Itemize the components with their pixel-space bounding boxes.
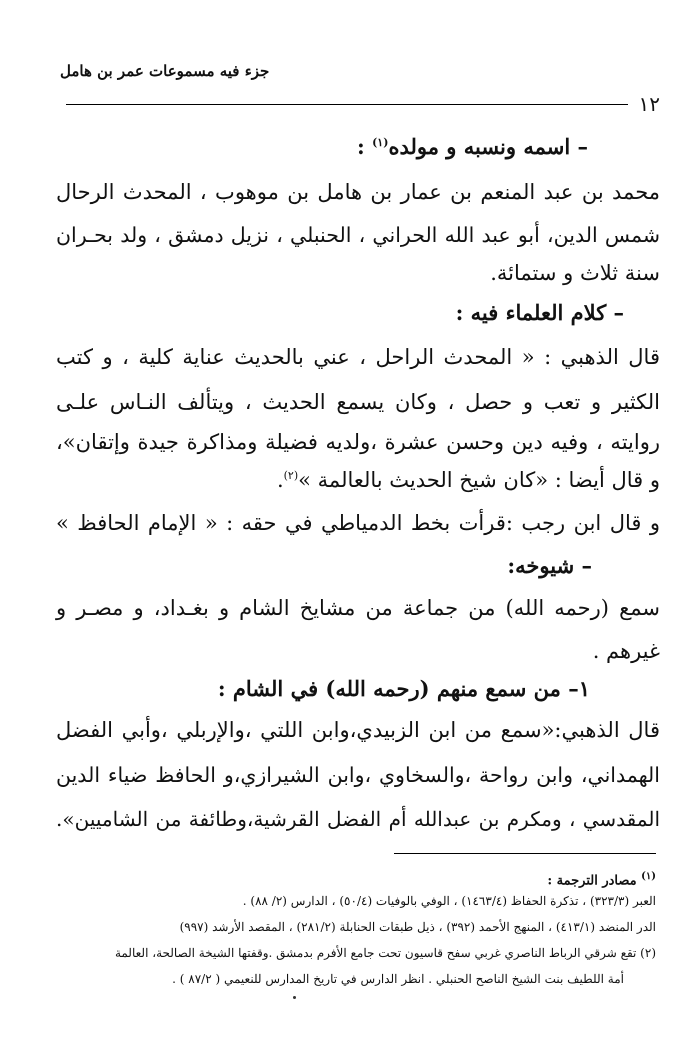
footnote-ref-1[interactable]: (١) bbox=[372, 136, 389, 149]
page-number: ١٢ bbox=[638, 92, 660, 116]
footnote-1-marker: (١) bbox=[641, 871, 656, 882]
paragraph-line: غيرهم . bbox=[592, 639, 660, 663]
footnote-line: العبر (٣٢٣/٣) ، تذكرة الحفاظ (١٤٦٣/٤) ، الوفي بالوفيات (٥٠/٤) ، الدارس (٢/ ٨٨) . bbox=[242, 894, 656, 908]
paragraph-line: شمس الدين، أبو عبد الله الحراني ، الحنبلي ، نزيل دمشق ، ولد بحـران bbox=[56, 223, 660, 247]
footnote-ref-2[interactable]: (٢) bbox=[283, 469, 299, 482]
name-lineage-heading bbox=[56, 132, 588, 162]
paragraph-line: سمع (رحمه الله) من جماعة من مشايخ الشام و بغـداد، و مصـر و bbox=[56, 596, 660, 620]
paragraph-line bbox=[56, 465, 660, 495]
paragraph-text: و قال أيضا : «كان شيخ الحديث بالعالمة » bbox=[298, 468, 660, 492]
footnote-line: الدر المنضد (٤١٣/١) ، المنهج الأحمد (٣٩٢) ، ذيل طبقات الحنابلة (٢٨١/٢) ، المقصد الأرشد (٩٩٧) bbox=[179, 920, 656, 934]
teachers-heading: – شيوخه: bbox=[507, 553, 592, 578]
paragraph-end: . bbox=[276, 468, 284, 492]
paragraph-line: قال الذهبي : « المحدث الراحل ، عني بالحديث عناية كلية ، و كتب bbox=[56, 345, 660, 369]
footnote-1-title: مصادر الترجمة : bbox=[547, 873, 642, 889]
running-header-title: جزء فيه مسموعات عمر بن هامل bbox=[60, 62, 270, 80]
name-lineage-heading-text: – اسمه ونسبه و مولده bbox=[388, 134, 588, 159]
paragraph-line: المقدسي ، ومكرم بن عبدالله أم الفضل القرشية،وطائفة من الشاميين». bbox=[56, 807, 660, 831]
paragraph-line: قال الذهبي:«سمع من ابن الزبيدي،وابن اللتي ،والإربلي ،وأبي الفضل bbox=[56, 718, 660, 742]
footnote-separator bbox=[394, 853, 656, 854]
paragraph-line: سنة ثلاث و ستمائة. bbox=[490, 261, 660, 285]
paragraph-line: روايته ، وفيه دين وحسن عشرة ،ولديه فضيلة ومذاكرة جيدة وإتقان»، bbox=[56, 430, 660, 454]
levant-heading: ١– من سمع منهم (رحمه الله) في الشام : bbox=[217, 676, 590, 701]
paragraph-line: و قال ابن رجب :قرأت بخط الدمياطي في حقه : « الإمام الحافظ » bbox=[56, 511, 660, 535]
footnote-2-line: أمة اللطيف بنت الشيخ الناصح الحنبلي . انظر الدارس في تاريخ المدارس للنعيمي ( ٨٧/٢ ) . bbox=[172, 972, 624, 986]
scholars-heading: – كلام العلماء فيه : bbox=[455, 300, 624, 325]
paragraph-line: الهمداني، وابن رواحة ،والسخاوي ،وابن الشيرازي،و الحافظ ضياء الدين bbox=[56, 763, 660, 787]
footnote-2-line: (٢) تقع شرقي الرباط الناصري غربي سفح قاسيون تحت جامع الأفرم بدمشق .وقفتها الشيخة الصالحة، العالمة bbox=[114, 946, 656, 960]
paragraph-line: الكثير و تعب و حصل ، وكان يسمع الحديث ، ويتألف النـاس علـى bbox=[56, 390, 660, 414]
footnote-1-heading bbox=[46, 868, 656, 890]
paragraph-line: محمد بن عبد المنعم بن عمار بن هامل بن موهوب ، المحدث الرحال bbox=[56, 180, 660, 204]
page-mark bbox=[293, 996, 296, 999]
heading-colon: : bbox=[357, 134, 373, 159]
header-rule bbox=[66, 104, 628, 105]
